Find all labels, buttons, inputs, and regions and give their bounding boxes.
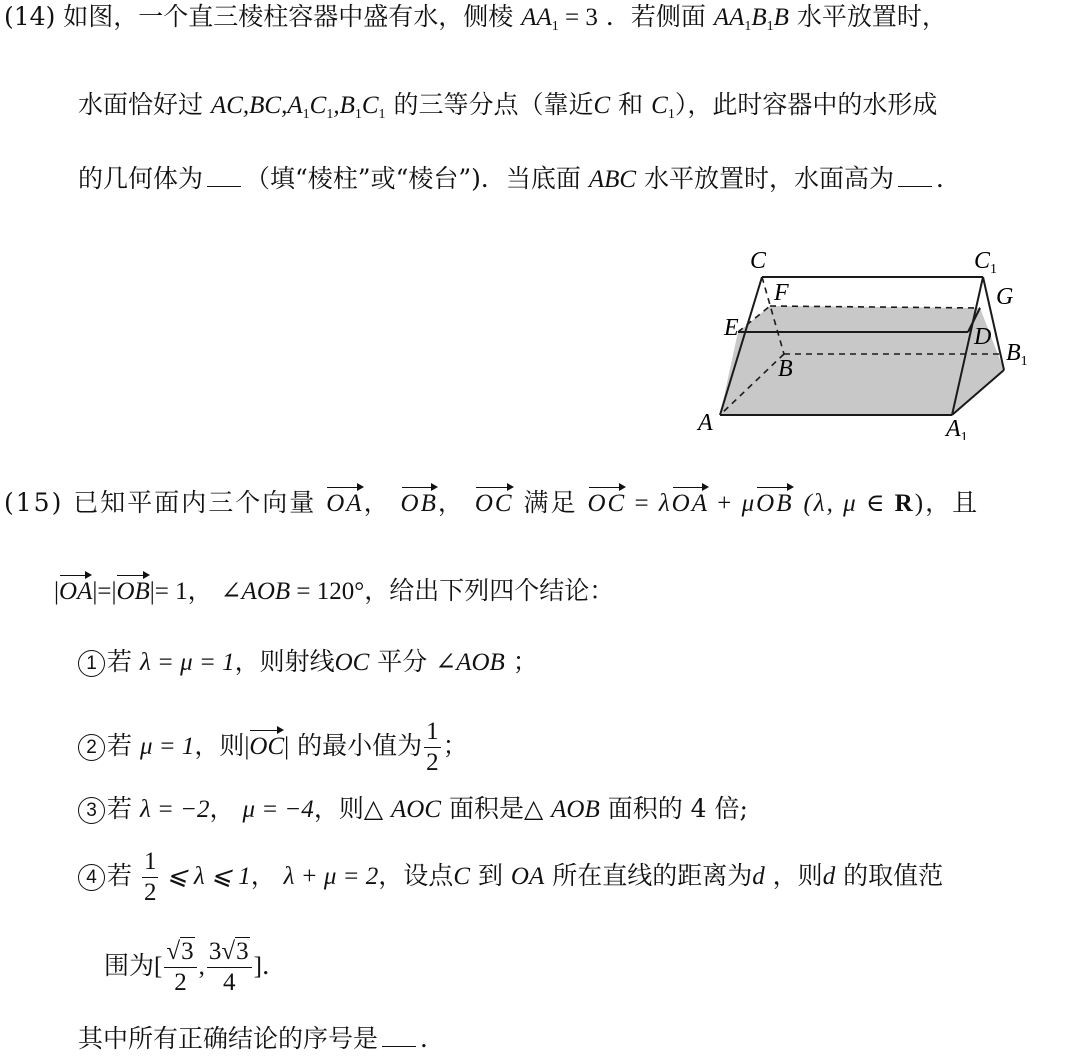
conclusion-2: 2 若 μ = 1，则|OC| 的最小值为 $\frac{1}{2}$ ； — [78, 716, 468, 778]
label-G: G — [996, 284, 1014, 310]
circled-number-4: 4 — [78, 864, 105, 891]
q15-number: (15) — [4, 488, 64, 517]
vector-OB: OB — [756, 482, 793, 516]
q14-text: （填“棱柱”或“棱台”)．当底面 — [245, 164, 581, 193]
conclusion-3: 3 若 λ = −2， μ = −4，则△ AOC 面积是△ AOB 面积的 4 倍; — [78, 792, 748, 827]
vector-OA: OA — [59, 570, 92, 604]
label-D: D — [974, 324, 992, 350]
conclusion-1: 1 若 λ = μ = 1，则射线OC 平分 ∠AOB ； — [78, 645, 538, 680]
q15-line-1: (15) 已知平面内三个向量 OA， OB， OC 满足 OC = λOA + μOB (λ, μ ∈ R)，且 — [4, 482, 979, 521]
label-F: F — [774, 280, 789, 306]
vector-OC: OC — [475, 482, 514, 516]
prism-figure — [690, 240, 1050, 440]
water-face-front — [720, 332, 968, 415]
label-C1: $C_1$ — [974, 248, 998, 277]
q14-line-1 — [4, 0, 947, 44]
q14-text: 水面恰好过 — [78, 90, 204, 119]
fraction-sqrt3-over-2: $\frac{√3}{2}$ — [164, 937, 196, 998]
label-B: B — [778, 356, 793, 382]
q14-text: 和 — [618, 90, 644, 119]
q14-text: 的几何体为 — [78, 164, 204, 193]
q14-text: 水平放置时，水面高为 — [644, 164, 895, 193]
math-AA1: $AA_1 = 3$ — [521, 4, 598, 34]
vector-OC: OC — [249, 725, 284, 759]
q14-text: 水平放置时， — [796, 2, 947, 31]
math-C: C — [593, 92, 611, 119]
math-C1: $C_1$ — [651, 92, 675, 122]
q15-text: 满足 — [523, 488, 578, 517]
answer-blank-3[interactable] — [382, 1024, 416, 1047]
circled-number-2: 2 — [78, 734, 105, 761]
fraction-half: $\frac{1}{2}$ — [426, 718, 439, 776]
math-condition: (λ, μ ∈ — [803, 490, 895, 517]
q14-text: 如图，一个直三棱柱容器中盛有水，侧棱 — [63, 2, 514, 31]
math-points: $AC,BC,A_1C_1,B_1C_1$ — [210, 92, 386, 122]
math-lambda-mu: λ = μ = 1 — [139, 649, 235, 676]
q14-text: ），此时容器中的水形成 — [674, 90, 938, 119]
label-E: E — [724, 315, 739, 341]
label-B1: $B_1$ — [1006, 340, 1028, 369]
math-ABC: ABC — [588, 166, 637, 193]
vector-OB: OB — [401, 482, 438, 516]
label-A1: $A_1$ — [946, 416, 968, 440]
math-angle-AOB: ∠AOB — [220, 578, 291, 605]
q14-number: (14) — [4, 2, 56, 31]
q15-text: ，给出下列四个结论： — [364, 576, 615, 605]
label-C: C — [750, 248, 767, 274]
q14-line-3: 的几何体为 （填“棱柱”或“棱台”)．当底面 ABC 水平放置时，水面高为 ． — [78, 164, 962, 193]
conclusion-4: 4 若 $\frac{1}{2}$ ⩽ λ ⩽ 1， λ + μ = 2，设点C 到 OA 所在直线的距离为d ，则d 的取值范 — [78, 846, 943, 908]
q14-text: 的三等分点（靠近 — [393, 90, 594, 119]
q15-text: ，且 — [925, 488, 980, 517]
fraction-half: $\frac{1}{2}$ — [143, 848, 157, 906]
q14-text: ．若侧面 — [605, 2, 706, 31]
vector-OB: OB — [116, 570, 149, 604]
vector-OA: OA — [326, 482, 363, 516]
label-A: A — [698, 410, 713, 436]
q15-line-2: |OA|=|OB|= 1， ∠AOB = 120°，给出下列四个结论： — [54, 570, 614, 609]
vector-OA: OA — [672, 482, 709, 516]
fraction-3sqrt3-over-4: $\frac{3√3}{4}$ — [207, 937, 252, 998]
q15-text: 已知平面内三个向量 — [73, 488, 317, 517]
math-AA1B1B: $AA_1B_1B$ — [713, 4, 789, 34]
answer-blank-2[interactable] — [898, 164, 932, 187]
conclusion-4-range: 围为[ $\frac{√3}{2}$ , $\frac{3√3}{4}$ ]． — [104, 938, 287, 996]
final-question: 其中所有正确结论的序号是 ． — [78, 1024, 446, 1053]
circled-number-3: 3 — [78, 797, 105, 824]
answer-blank-1[interactable] — [207, 164, 241, 187]
q14-line-2 — [78, 88, 937, 132]
vector-OC: OC — [588, 482, 627, 516]
water-surface — [738, 306, 980, 332]
circled-number-1: 1 — [78, 650, 105, 677]
